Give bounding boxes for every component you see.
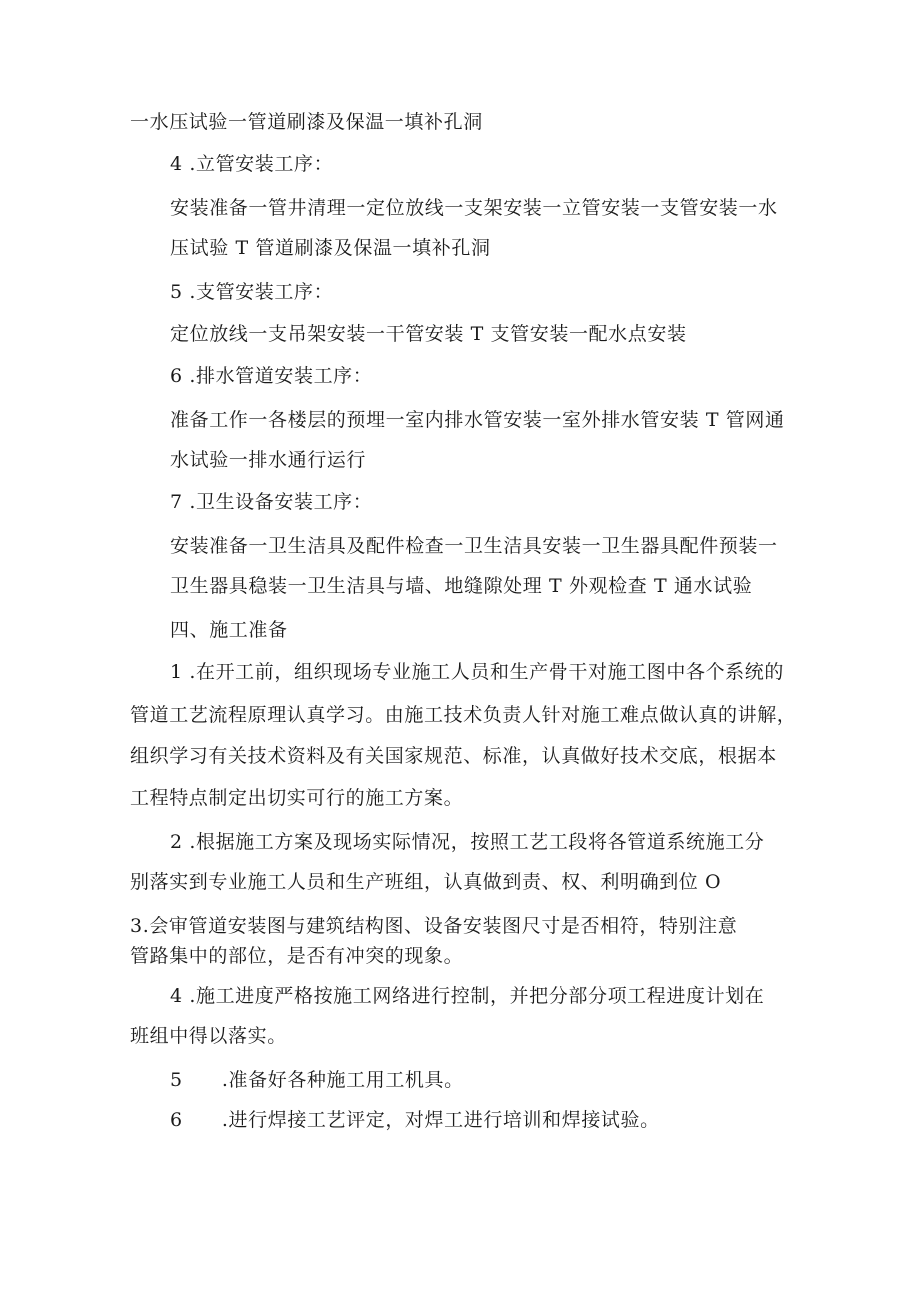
text-line: 安装准备一管井清理一定位放线一支架安装一立管安装一支管安装一水 <box>170 197 778 219</box>
section-heading: 4 .立管安装工序： <box>170 153 334 175</box>
text-line: 准备工作一各楼层的预埋一室内排水管安装一室外排水管安装 T 管网通 <box>170 409 785 431</box>
text-line: 一水压试验一管道刷漆及保温一填补孔洞 <box>130 111 483 133</box>
paragraph-line: 5 .准备好各种施工用工机具。 <box>170 1069 464 1091</box>
paragraph-line: 6 .进行焊接工艺评定，对焊工进行培训和焊接试验。 <box>170 1109 660 1131</box>
text-line: 安装准备一卫生洁具及配件检查一卫生洁具安装一卫生器具配件预装一 <box>170 535 778 557</box>
text-line: 压试验 T 管道刷漆及保温一填补孔洞 <box>170 237 491 259</box>
paragraph-line: 管路集中的部位，是否有冲突的现象。 <box>130 945 464 967</box>
section-heading: 5 .支管安装工序： <box>170 281 334 303</box>
paragraph-line: 管道工艺流程原理认真学习。由施工技术负责人针对施工难点做认真的讲解， <box>130 704 797 726</box>
text-line: 定位放线一支吊架安装一干管安装 T 支管安装一配水点安装 <box>170 323 687 345</box>
paragraph-line: 工程特点制定出切实可行的施工方案。 <box>130 787 464 809</box>
paragraph-line: 别落实到专业施工人员和生产班组，认真做到责、权、利明确到位 O <box>130 871 722 893</box>
text-line: 水试验一排水通行运行 <box>170 449 367 471</box>
text-line: 卫生器具稳装一卫生洁具与墙、地缝隙处理 T 外观检查 T 通水试验 <box>170 575 753 597</box>
section-heading: 7 .卫生设备安装工序： <box>170 491 373 513</box>
paragraph-line: 班组中得以落实。 <box>130 1025 287 1047</box>
paragraph-line: 组织学习有关技术资料及有关国家规范、标准，认真做好技术交底，根据本 <box>130 745 777 767</box>
section-heading: 6 .排水管道安装工序： <box>170 365 373 387</box>
paragraph-line: 4 .施工进度严格按施工网络进行控制，并把分部分项工程进度计划在 <box>170 985 765 1007</box>
paragraph-line: 1 .在开工前，组织现场专业施工人员和生产骨干对施工图中各个系统的 <box>170 661 784 683</box>
paragraph-line: 2 .根据施工方案及现场实际情况，按照工艺工段将各管道系统施工分 <box>170 831 765 853</box>
paragraph-line: 3.会审管道安装图与建筑结构图、设备安装图尺寸是否相符，特别注意 <box>130 915 738 937</box>
section-heading: 四、施工准备 <box>170 619 288 641</box>
